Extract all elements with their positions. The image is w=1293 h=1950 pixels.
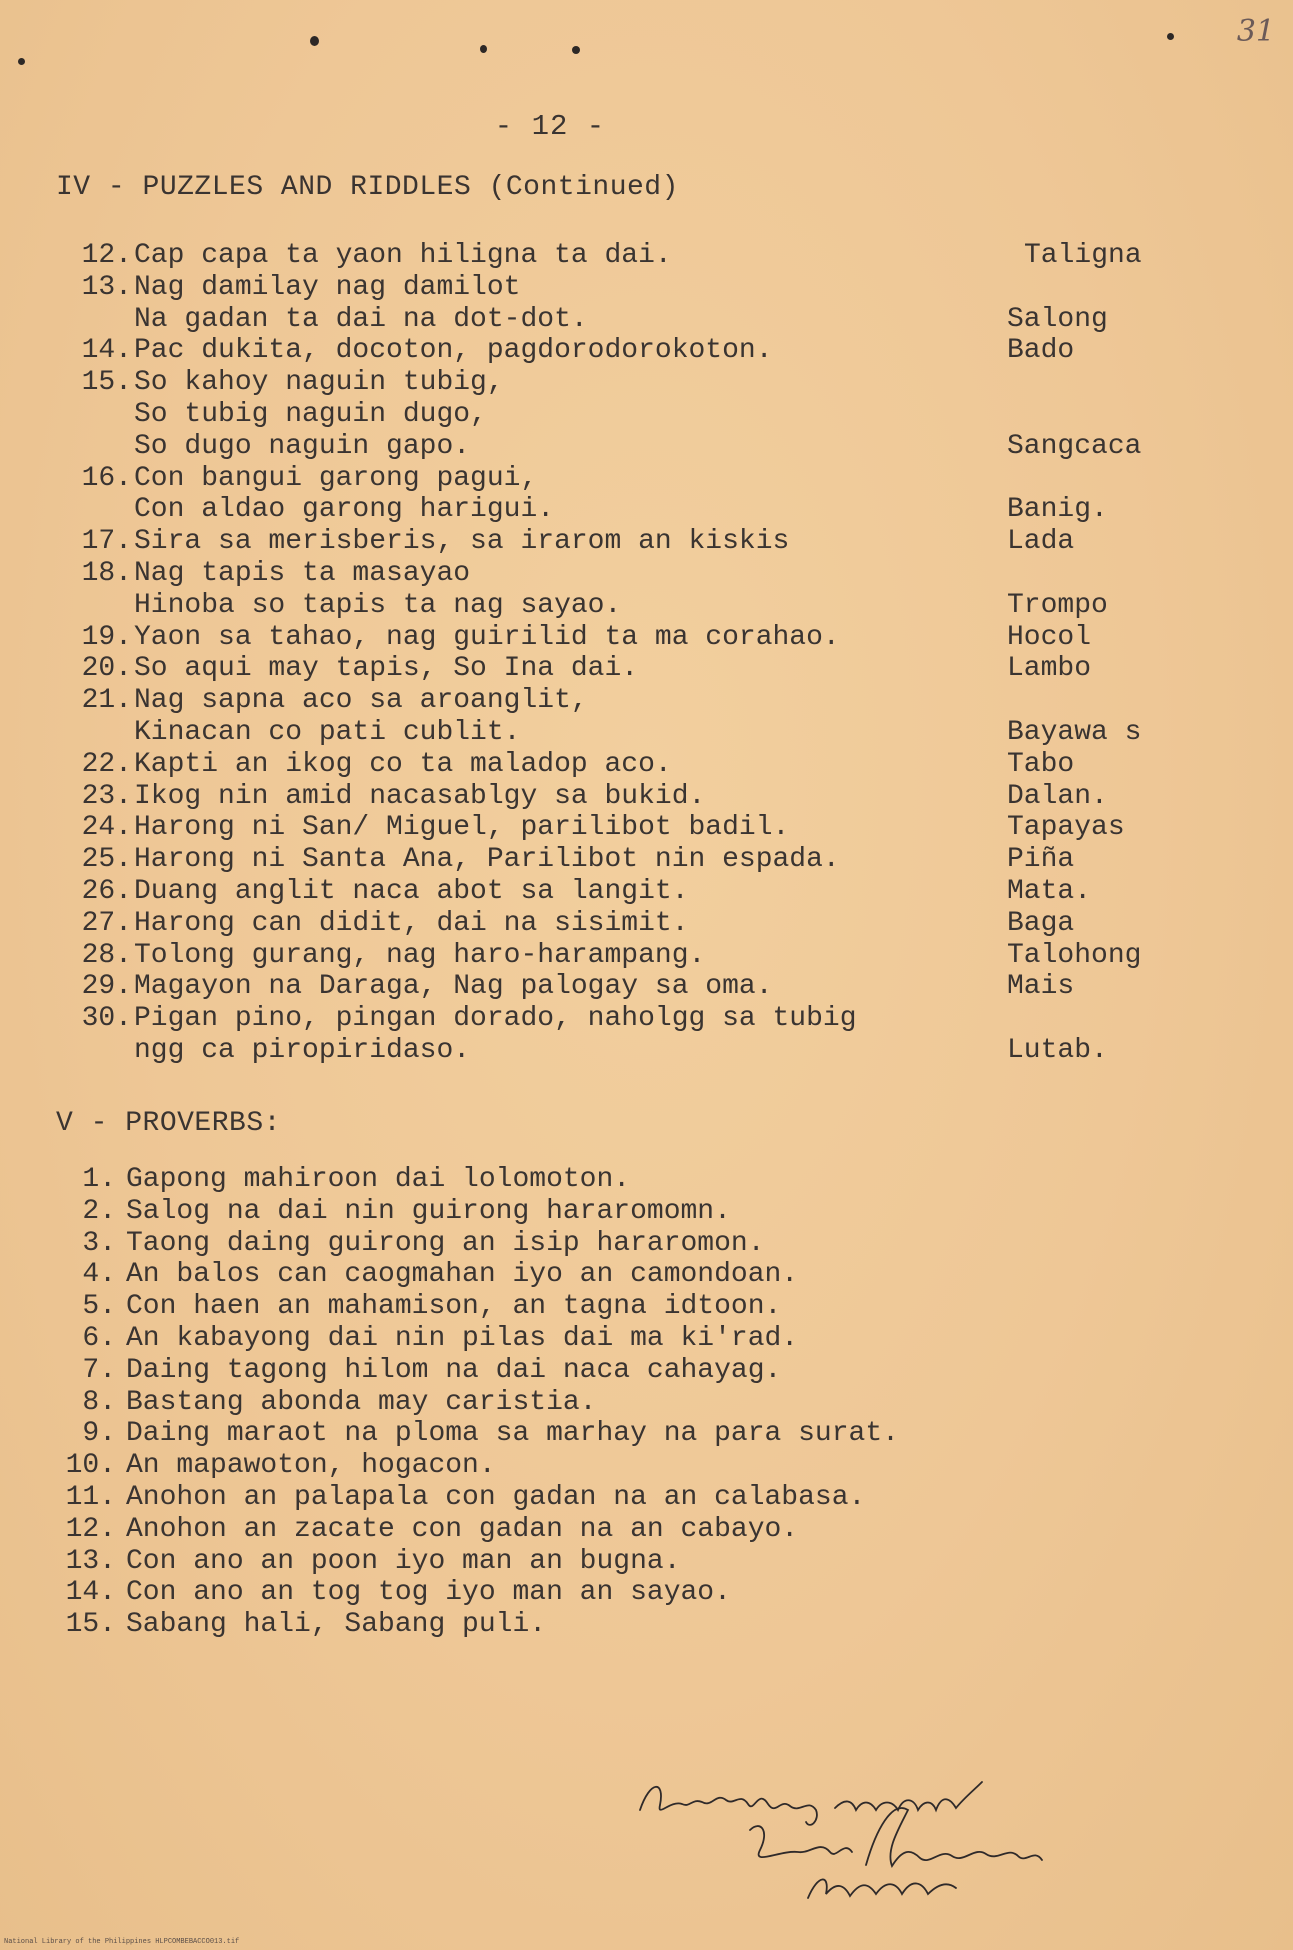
proverb-text: Bastang abonda may caristia. (126, 1386, 597, 1418)
riddle-number: 23. (81, 780, 132, 812)
riddle-number (52, 494, 132, 526)
riddle-number: 27. (81, 907, 132, 939)
proverb-number: 7. (82, 1354, 116, 1386)
corner-page-number: 31 (1236, 14, 1275, 49)
riddle-answer: Mata. (1007, 875, 1092, 907)
proverb-number: 9. (82, 1418, 116, 1450)
proverb-number: 11. (65, 1481, 116, 1513)
riddle-line (52, 558, 1242, 590)
page-number: - 12 - (494, 110, 606, 143)
proverb-number: 10. (65, 1450, 116, 1482)
riddle-text: Pac dukita, docoton, pagdorodorokoton. (134, 335, 773, 367)
proverb-number: 4. (82, 1259, 116, 1291)
riddle-item (52, 240, 1242, 272)
proverb-item (52, 1609, 1242, 1641)
riddle-number: 18. (81, 557, 132, 589)
proverb-item (52, 1577, 1242, 1609)
proverb-text: Con ano an poon iyo man an bugna. (126, 1545, 681, 1577)
riddle-answer: Dalan. (1007, 780, 1108, 812)
riddle-text: Nag damilay nag damilot (134, 271, 521, 303)
proverb-item (52, 1291, 1242, 1323)
riddle-item (52, 526, 1242, 558)
riddle-answer: Mais (1007, 971, 1075, 1003)
riddle-number: 12. (81, 240, 132, 271)
proverb-text: Gapong mahiroon dai lolomoton. (126, 1164, 631, 1195)
proverb-number: 5. (82, 1291, 116, 1323)
riddle-text: Cap capa ta yaon hiligna ta dai. (134, 240, 672, 271)
riddle-item (52, 272, 1242, 336)
riddle-number (52, 1035, 132, 1067)
riddle-text: So tubig naguin dugo, (134, 398, 487, 430)
riddle-answer: Tabo (1007, 748, 1075, 780)
riddle-text: Nag sapna aco sa aroanglit, (134, 685, 588, 717)
riddle-answer: Talohong (1007, 939, 1142, 971)
riddle-text: Tolong gurang, nag haro-harampang. (134, 939, 706, 971)
riddle-answer: Lutab. (1007, 1034, 1108, 1066)
riddle-text: Nag tapis ta masayao (134, 557, 471, 589)
riddle-text: Harong ni San/ Miguel, parilibot badil. (134, 812, 790, 844)
riddle-answer: Bayawa s (1007, 716, 1142, 748)
riddles-heading: IV - PUZZLES AND RIDDLES (Continued) (56, 172, 679, 203)
scan-footer: National Library of the Philippines HLPCOMBEBACCO013.tif (4, 1938, 240, 1946)
proverb-text: An kabayong dai nin pilas dai ma ki'rad. (126, 1322, 799, 1354)
riddle-item (52, 653, 1242, 685)
riddle-answer: Lambo (1007, 653, 1092, 685)
riddle-text: Harong ni Santa Ana, Parilibot nin espada. (134, 844, 840, 876)
proverb-number: 8. (82, 1386, 116, 1418)
riddle-item (52, 749, 1242, 781)
proverb-text: Anohon an zacate con gadan na an cabayo. (126, 1513, 799, 1545)
riddle-answer: Salong (1007, 303, 1108, 335)
riddle-item (52, 876, 1242, 908)
riddle-line (52, 399, 1242, 431)
riddle-item (52, 908, 1242, 940)
riddle-number (52, 399, 132, 431)
proverb-number: 12. (65, 1513, 116, 1545)
riddle-number: 21. (81, 685, 132, 717)
riddle-number (52, 590, 132, 622)
riddle-number: 17. (81, 526, 132, 558)
riddle-item (52, 685, 1242, 749)
proverb-text: Con ano an tog tog iyo man an sayao. (126, 1577, 731, 1609)
proverb-item (52, 1546, 1242, 1578)
riddle-item (52, 971, 1242, 1003)
paper-speck (310, 36, 319, 46)
riddle-line (52, 685, 1242, 717)
proverb-number: 2. (82, 1195, 116, 1227)
proverb-item (52, 1482, 1242, 1514)
riddle-text: Ikog nin amid nacasablgy sa bukid. (134, 780, 706, 812)
riddle-text: So kahoy naguin tubig, (134, 367, 504, 399)
riddle-answer: Trompo (1007, 589, 1108, 621)
proverb-number: 3. (82, 1227, 116, 1259)
riddle-text: So aqui may tapis, So Ina dai. (134, 653, 639, 685)
riddle-answer: Bado (1007, 335, 1075, 367)
riddle-number: 20. (81, 653, 132, 685)
proverb-text: Salog na dai nin guirong hararomomn. (126, 1195, 731, 1227)
proverb-item (52, 1418, 1242, 1450)
signature-closing-text: Respectfully submitted, (636, 1916, 650, 1917)
proverb-item (52, 1355, 1242, 1387)
riddle-answer: Hocol (1007, 621, 1092, 653)
riddle-item (52, 844, 1242, 876)
proverb-number: 1. (82, 1164, 116, 1195)
riddle-item (52, 940, 1242, 972)
riddle-line (52, 463, 1242, 495)
handwritten-signature (630, 1770, 1150, 1920)
riddle-number: 14. (81, 335, 132, 367)
riddle-item (52, 335, 1242, 367)
riddle-text: Magayon na Daraga, Nag palogay sa oma. (134, 971, 773, 1003)
riddle-number: 22. (81, 748, 132, 780)
proverb-number: 13. (65, 1545, 116, 1577)
riddle-text: Duang anglit naca abot sa langit. (134, 875, 689, 907)
paper-speck (1167, 33, 1174, 40)
riddle-answer: Sangcaca (1007, 430, 1142, 462)
riddle-text: Pigan pino, pingan dorado, naholgg sa tubig (134, 1003, 857, 1035)
riddle-item (52, 1003, 1242, 1067)
riddle-answer: Piña (1007, 844, 1075, 876)
proverb-text: Con haen an mahamison, an tagna idtoon. (126, 1291, 782, 1323)
riddle-number: 25. (81, 844, 132, 876)
paper-speck (572, 46, 580, 54)
proverb-item (52, 1259, 1242, 1291)
riddles-list (52, 240, 1242, 1067)
riddle-item (52, 463, 1242, 527)
proverb-item (52, 1196, 1242, 1228)
riddle-text: So dugo naguin gapo. (134, 430, 471, 462)
riddle-number: 26. (81, 875, 132, 907)
riddle-text: Harong can didit, dai na sisimit. (134, 907, 689, 939)
riddle-answer: Taligna (1024, 240, 1142, 271)
proverb-number: 15. (65, 1609, 116, 1641)
riddle-line (52, 367, 1242, 399)
proverbs-list (52, 1164, 1242, 1641)
proverb-item (52, 1228, 1242, 1260)
riddle-line (52, 1003, 1242, 1035)
paper-speck (480, 45, 487, 53)
riddle-text: Con bangui garong pagui, (134, 462, 538, 494)
proverb-item (52, 1323, 1242, 1355)
riddle-item (52, 812, 1242, 844)
riddle-text: Kapti an ikog co ta maladop aco. (134, 748, 672, 780)
riddle-text: Na gadan ta dai na dot-dot. (134, 303, 588, 335)
riddle-item (52, 781, 1242, 813)
riddle-number (52, 431, 132, 463)
riddle-answer: Baga (1007, 907, 1075, 939)
proverb-number: 6. (82, 1322, 116, 1354)
proverb-item (52, 1450, 1242, 1482)
riddle-number (52, 717, 132, 749)
riddle-number: 24. (81, 812, 132, 844)
proverb-text: Taong daing guirong an isip hararomon. (126, 1227, 765, 1259)
proverbs-heading: V - PROVERBS: (56, 1108, 281, 1139)
proverb-text: Daing tagong hilom na dai naca cahayag. (126, 1354, 782, 1386)
riddle-text: Sira sa merisberis, sa irarom an kiskis (134, 526, 790, 558)
riddle-answer: Tapayas (1007, 812, 1125, 844)
riddle-number (52, 304, 132, 336)
riddle-number: 28. (81, 939, 132, 971)
riddle-number: 19. (81, 621, 132, 653)
riddle-item (52, 558, 1242, 622)
proverb-text: Daing maraot na ploma sa marhay na para surat. (126, 1418, 899, 1450)
riddle-number: 16. (81, 462, 132, 494)
riddle-line (52, 272, 1242, 304)
riddle-text: Con aldao garong harigui. (134, 494, 555, 526)
riddle-number: 15. (81, 367, 132, 399)
riddle-text: Hinoba so tapis ta nag sayao. (134, 589, 622, 621)
proverb-number: 14. (65, 1577, 116, 1609)
riddle-item (52, 622, 1242, 654)
riddle-text: ngg ca piropiridaso. (134, 1034, 471, 1066)
riddle-answer: Lada (1007, 526, 1075, 558)
riddle-text: Kinacan co pati cublit. (134, 716, 521, 748)
proverb-item (52, 1387, 1242, 1419)
proverb-text: Anohon an palapala con gadan na an calabasa. (126, 1481, 866, 1513)
proverb-item (52, 1164, 1242, 1196)
riddle-answer: Banig. (1007, 494, 1108, 526)
proverb-text: Sabang hali, Sabang puli. (126, 1609, 547, 1641)
riddle-number: 29. (81, 971, 132, 1003)
riddle-number: 30. (81, 1003, 132, 1035)
riddle-item (52, 367, 1242, 462)
riddle-text: Yaon sa tahao, nag guirilid ta ma corahao. (134, 621, 840, 653)
proverb-item (52, 1514, 1242, 1546)
paper-speck (18, 58, 25, 65)
riddle-number: 13. (81, 271, 132, 303)
proverb-text: An mapawoton, hogacon. (126, 1450, 496, 1482)
proverb-text: An balos can caogmahan iyo an camondoan. (126, 1259, 799, 1291)
